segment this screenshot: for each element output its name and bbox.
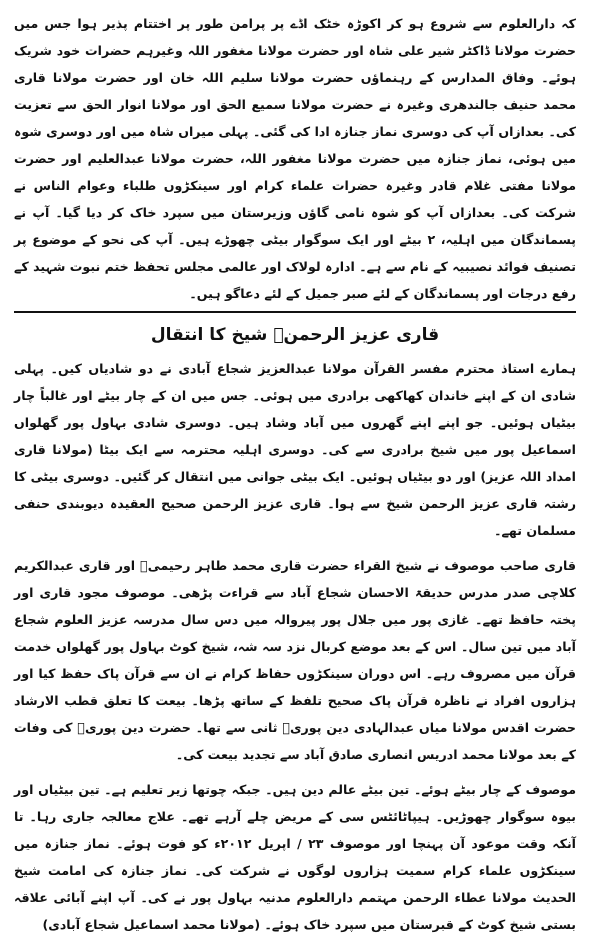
section-title: قاری عزیز الرحمنؒ شیخ کا انتقال <box>150 325 440 345</box>
intro-paragraph: کہ دارالعلوم سے شروع ہو کر اکوڑہ خٹک اڈے پر پرامن طور پر اختتام پذیر ہوا جس میں حضرت مولانا ڈاکٹر شیر علی شاہ اور حضرت مولانا مغفور اللہ وغیرہم حضرات خود شریک ہوئے۔ وفاق المدارس کے رہنماؤں حضرت مولانا سلیم اللہ خان اور حضرت مولانا قاری محمد حنیف جالندھری وغیرہ نے حضرت مولانا سمیع الحق اور مولانا انوار الحق سے تعزیت کی۔ بعدازاں آپ کی دوسری نماز جنازہ ادا کی گئی۔ پہلی میراں شاہ میں اور دوسری شوہ میں ہوئی، نماز جنازہ میں حضرت مولانا مغفور اللہ، حضرت مولانا عبدالعلیم اور حضرت مولانا مفتی غلام قادر وغیرہ حضرات علماء کرام اور سینکڑوں طلباء وعوام الناس نے شرکت کی۔ بعدازاں آپ کو شوہ نامی گاؤں وزیرستان میں سپرد خاک کر دیا گیا۔ آپ نے پسماندگان میں اہلیہ، ۲ بیٹے اور ایک سوگوار بیٹی چھوڑے ہیں۔ آپ کی نحو کے موضوع پر تصنیف فوائد نصیبیہ کے نام سے ہے۔ ادارہ لولاک اور عالمی مجلس تحفظ ختم نبوت شہید کے رفع درجات اور پسماندگان کے لئے صبر جمیل کے لئے دعاگو ہیں۔ <box>14 16 576 301</box>
body-paragraph-education: قاری صاحب موصوف نے شیخ القراء حضرت قاری محمد طاہر رحیمیؒ اور قاری عبدالکریم کلاچی صدر مدرس حدیقۃ الاحسان شجاع آباد سے قراءت پڑھی۔ موصوف مجود قاری اور پختہ حافظ تھے۔ غازی پور میں جلال پور پیروالہ میں دس سال مدرسہ عزیز العلوم شجاع آباد میں تین سال۔ اس کے بعد موضع کربال نزد سہ شہ، شیخ کوٹ بہاول پور گھلواں خدمت قرآن میں مصروف رہے۔ اس دوران سینکڑوں حفاظ کرام نے ان سے قرآن پاک حفظ کیا اور ہزاروں افراد نے ناظرہ قرآن پاک صحیح تلفظ کے ساتھ پڑھا۔ بیعت کا تعلق قطب الارشاد حضرت اقدس مولانا میاں عبدالہادی دین پوریؒ ثانی سے تھا۔ حضرت دین پوریؒ کی وفات کے بعد مولانا محمد ادریس انصاری صادق آباد سے تجدید بیعت کی۔ <box>14 558 576 762</box>
body-paragraph-death: موصوف کے چار بیٹے ہوئے۔ تین بیٹے عالم دین ہیں۔ جبکہ چوتھا زیر تعلیم ہے۔ تین بیٹیاں اور بیوہ سوگوار چھوڑیں۔ ہیپاٹائٹس سی کے مریض چلے آرہے تھے۔ علاج معالجہ جاری رہا۔ تا آنکہ وقت موعود آن پہنچا اور موصوف ۲۳ / اپریل ۲۰۱۲ء کو فوت ہوئے۔ نماز جنازہ میں سینکڑوں علماء کرام سمیت ہزاروں لوگوں نے شرکت کی۔ نماز جنازہ کی امامت شیخ الحدیث مولانا عطاء الرحمن مہتمم دارالعلوم مدنیہ بہاول پور نے کی۔ آپ اپنے آبائی علاقہ بستی شیخ کوٹ کے قبرستان میں سپرد خاک ہوئے۔ (مولانا محمد اسماعیل شجاع آبادی) <box>14 782 576 932</box>
body-paragraph-marriages: ہمارے استاذ محترم مفسر القرآن مولانا عبدالعزیز شجاع آبادی نے دو شادیاں کیں۔ پہلی شادی ان کے اپنے خاندان کھاکھی برادری میں ہوئی۔ جس میں ان کے چار بیٹے اور غالباً چار بیٹیاں ہوئیں۔ جو اپنے اپنے گھروں میں آباد وشاد ہیں۔ دوسری شادی بہاول پور گھلواں اسماعیل پور میں شیخ برادری سے کی۔ دوسری اہلیہ محترمہ سے ایک بیٹا (مولانا قاری امداد اللہ عزیز) اور دو بیٹیاں ہوئیں۔ ایک بیٹی جوانی میں انتقال کر گئیں۔ دوسری بیٹی کا رشتہ قاری عزیز الرحمن شیخ سے ہوا۔ قاری عزیز الرحمن صحیح العقیدہ دیوبندی حنفی مسلمان تھے۔ <box>14 361 576 538</box>
section-divider <box>14 311 576 313</box>
